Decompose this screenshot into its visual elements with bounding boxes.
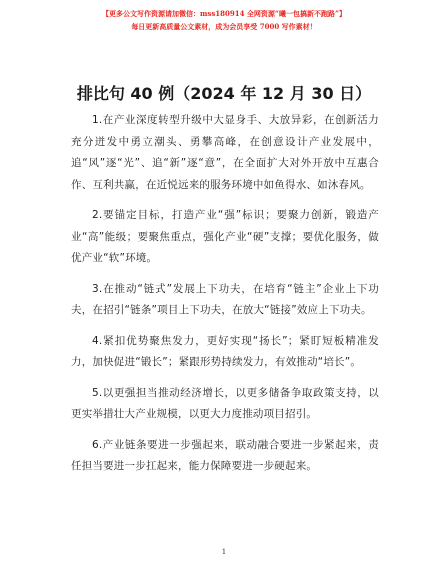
paragraph-1: 1.在产业深度转型升级中大显身手、大放异彩，在创新活力充分迸发中勇立潮头、勇攀高峰，在创意设计产业发展中，追“风”逐“光”、追“新”逐“意”，在全面扩大对外开放中互惠合作、互利共赢，在近悦远来的服务环境中如鱼得水、如沐春风。: [71, 114, 379, 191]
paragraph-5: 5.以更强担当推动经济增长，以更多储备争取政策支持，以更实举措壮大产业规模，以更大力度推动项目招引。: [71, 386, 379, 420]
page-number: 1: [221, 548, 227, 556]
promo-line-1: 【更多公文写作资源请加微信：mss180914 全网资源“曦一包搞新不跑路”】: [101, 9, 346, 18]
promo-header: [0, 9, 448, 32]
paragraph-4: 4.紧扣优势聚焦发力，更好实现“扬长”；紧盯短板精准发力，加快促进“锻长”；紧跟形势持续发力，有效推动“培长”。: [71, 334, 379, 368]
document-title: 排比句 40 例（2024 年 12 月 30 日）: [76, 84, 372, 103]
paragraph-6: 6.产业链条要进一步强起来，联动融合要进一步紧起来，责任担当要进一步扛起来，能力保障要进一步硬起来。: [71, 438, 379, 472]
paragraph-3: 3.在推动“链式”发展上下功夫，在培育“链主”企业上下功夫，在招引“链条”项目上下功夫，在放大“链接”效应上下功夫。: [71, 282, 379, 316]
document-body: [71, 110, 379, 487]
paragraph-2: 2.要锚定目标，打造产业“强”标识；要聚力创新，锻造产业“高”能级；要聚焦重点，强化产业“硬”支撑；要优化服务，做优产业“软”环境。: [71, 209, 379, 264]
promo-line-2: 每日更新高质量公文素材，成为会员享受 7000 写作素材！: [131, 22, 317, 31]
